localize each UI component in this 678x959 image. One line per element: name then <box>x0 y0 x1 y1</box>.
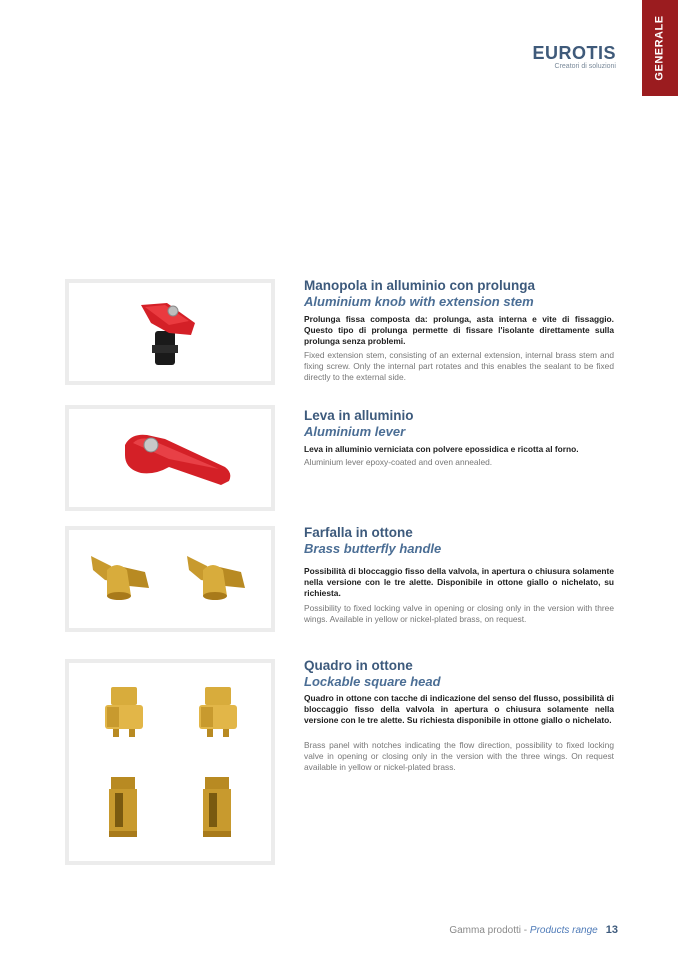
aluminium-lever-image <box>69 409 271 507</box>
product-description-it: Leva in alluminio verniciata con polvere epossidica e ricotta al forno. <box>304 444 579 454</box>
product-description-en: Aluminium lever epoxy-coated and oven annealed. <box>304 457 493 467</box>
product-title: Leva in alluminio <box>304 408 414 423</box>
product-description-it: Prolunga fissa composta da: prolunga, asta interna e vite di fissaggio. Questo tipo di prolunga permette di fissare l'isolante direttamente sulla prolunga senza problemi. <box>304 314 614 347</box>
product-description-it: Possibilità di bloccaggio fisso della valvola, in apertura o chiusura solamente nella versione con le tre alette. Disponibile in ottone giallo o nichelato, su richiesta. <box>304 566 614 599</box>
brass-square-head-image <box>69 663 271 861</box>
product-subtitle: Aluminium knob with extension stem <box>304 294 534 309</box>
brand-logo <box>528 44 616 71</box>
product-image-lever <box>65 405 275 511</box>
product-description-it: Quadro in ottone con tacche di indicazione del senso del flusso, possibilità di bloccaggio fisso della valvola in apertura o chiusura solamente nella versione con le tre alette. Su richiesta disponibile in ottone giallo o nichelato. <box>304 693 614 726</box>
product-description-en: Brass panel with notches indicating the flow direction, possibility to fixed locking valve in opening or closing only in the version with the three wings. On request available in yellow or nickel-plated brass. <box>304 740 614 773</box>
footer-separator: - <box>521 925 530 936</box>
brass-butterfly-image <box>69 530 271 628</box>
product-image-square-head <box>65 659 275 865</box>
product-image-knob <box>65 279 275 385</box>
product-description-en: Possibility to fixed locking valve in opening or closing only in the version with three wings. Available in yellow or nickel-plated brass, on request. <box>304 603 614 625</box>
product-image-butterfly <box>65 526 275 632</box>
product-title: Manopola in alluminio con prolunga <box>304 278 535 293</box>
product-subtitle: Lockable square head <box>304 674 441 689</box>
page-number: 13 <box>605 924 618 936</box>
footer-range-it: Gamma prodotti <box>449 925 522 936</box>
product-subtitle: Brass butterfly handle <box>304 541 442 556</box>
product-description-en: Fixed extension stem, consisting of an external extension, internal brass stem and fixing screw. Only the internal part rotates and this enables the sealant to be fixed directly to the external side. <box>304 350 614 383</box>
logo-wordmark: EUROTIS <box>532 43 616 63</box>
page-footer <box>449 924 618 936</box>
logo-tagline: Creatori di soluzioni <box>554 63 616 70</box>
footer-range-en: Products range <box>529 925 598 936</box>
product-subtitle: Aluminium lever <box>304 424 406 439</box>
section-tab-label: GENERALE <box>654 15 666 81</box>
section-tab-generale <box>642 0 678 96</box>
product-title: Quadro in ottone <box>304 658 413 673</box>
product-title: Farfalla in ottone <box>304 525 413 540</box>
aluminium-knob-image <box>69 283 271 381</box>
